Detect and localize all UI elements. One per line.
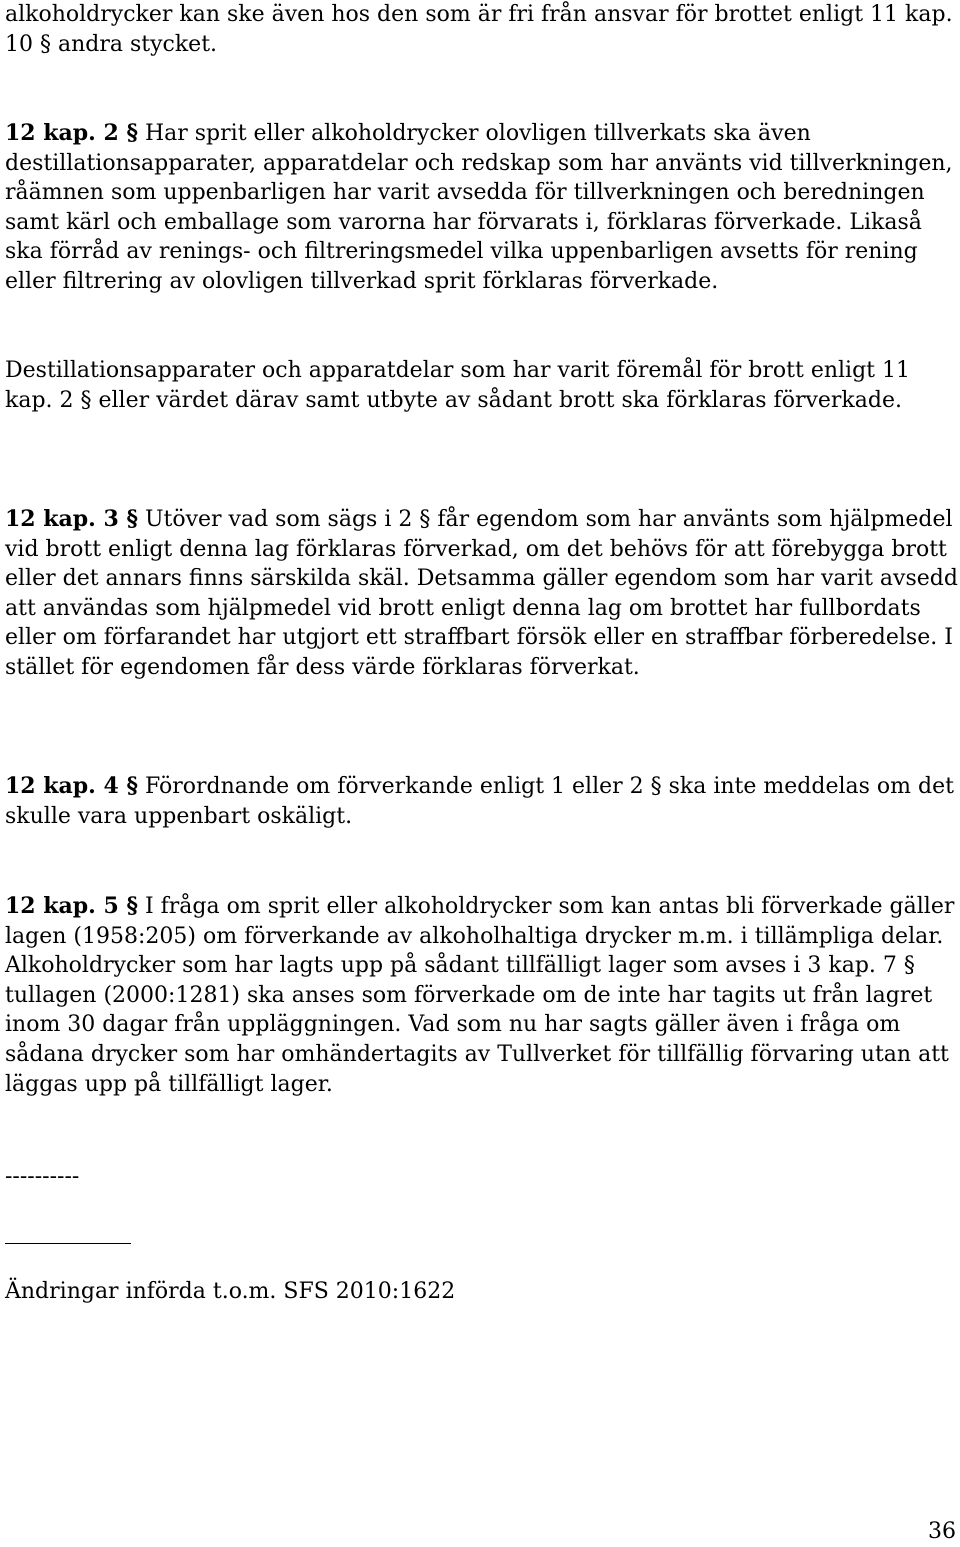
section-text: Förordnande om förverkande enligt 1 eller 2 § ska inte meddelas om det skulle vara uppenbart oskäligt.	[5, 774, 954, 829]
section-paragraph: Destillationsapparater och apparatdelar som har varit föremål för brott enligt 11 kap. 2 § eller värdet därav samt utbyte av sådant brott ska förklaras förverkade.	[5, 358, 910, 413]
section-paragraph	[5, 505, 960, 683]
page-number: 36	[928, 1519, 956, 1544]
section-heading: 12 kap. 3 §	[5, 506, 138, 532]
section-text: Har sprit eller alkoholdrycker olovligen tillverkats ska även destillationsapparater, apparatdelar och redskap som har använts vid tillverkningen, råämnen som uppenbarligen har varit avsedda för tillverkningen och beredningen samt kärl och emballage som varorna har förvarats i, förklaras förverkade. Likaså ska förråd av renings- och filtreringsmedel vilka uppenbarligen avsetts för rening eller filtrering av olovligen tillverkad sprit förklaras förverkade.	[5, 121, 953, 294]
section-heading: 12 kap. 2 §	[5, 120, 138, 146]
section-paragraph	[5, 119, 960, 297]
section-text: Utöver vad som sägs i 2 § får egendom som har använts som hjälpmedel vid brott enligt denna lag förklaras förverkad, om det behövs för att förebygga brott eller det annars finns särskilda skäl. Detsamma gäller egendom som har varit avsedd att användas som hjälpmedel vid brott enligt denna lag om brottet har fullbordats eller om förfarandet har utgjort ett straffbart försök eller en straffbar förberedelse. I stället för egendomen får dess värde förklaras förverkat.	[5, 507, 958, 680]
section-paragraph	[5, 892, 960, 1099]
amendment-note: Ändringar införda t.o.m. SFS 2010:1622	[5, 1279, 456, 1304]
footnote-rule	[5, 1243, 131, 1244]
separator-dashes: ----------	[5, 1164, 80, 1189]
section-heading: 12 kap. 4 §	[5, 773, 138, 799]
intro-paragraph: alkoholdrycker kan ske även hos den som är fri från ansvar för brottet enligt 11 kap. 10 § andra stycket.	[5, 2, 953, 57]
section-paragraph	[5, 772, 960, 831]
section-text: I fråga om sprit eller alkoholdrycker som kan antas bli förverkade gäller lagen (1958:205) om förverkande av alkoholhaltiga drycker m.m. i tillämpliga delar. Alkoholdrycker som har lagts upp på sådant tillfälligt lager som avses i 3 kap. 7 § tullagen (2000:1281) ska anses som förverkade om de inte har tagits ut från lagret inom 30 dagar från uppläggningen. Vad som nu har sagts gäller även i fråga om sådana drycker som har omhändertagits av Tullverket för tillfällig förvaring utan att läggas upp på tillfälligt lager.	[5, 894, 955, 1097]
section-heading: 12 kap. 5 §	[5, 893, 138, 919]
